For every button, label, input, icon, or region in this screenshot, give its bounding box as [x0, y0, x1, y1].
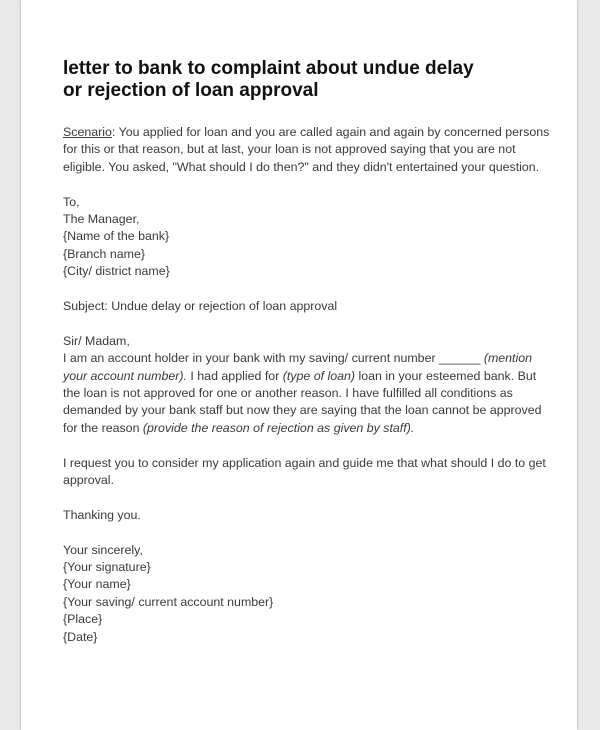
thanks-line: Thanking you.: [63, 507, 141, 522]
date-placeholder: {Date}: [63, 629, 98, 644]
letter-content: [63, 58, 553, 646]
body-paragraph-1: [63, 350, 553, 437]
name-placeholder: {Your name}: [63, 577, 131, 592]
salutation: Sir/ Madam,: [63, 333, 130, 348]
account-number-instruction: (mention your account number).: [63, 351, 533, 383]
document-title: [63, 58, 553, 102]
bank-name-placeholder: {Name of the bank}: [63, 229, 170, 244]
title-line-1: letter to bank to complaint about undue delay: [63, 58, 474, 79]
scenario-text: : You applied for loan and you are called again and again by concerned persons for this or that reason, but at last, your loan is not approved saying that you are not eligible. You asked, "What should I do then?" and they didn't entertained your question.: [63, 125, 550, 174]
scenario-paragraph: [63, 124, 553, 176]
body1-part-e: loan in your esteemed bank. But the loan is not approved for one or another reason. I have fulfilled all conditions as demanded by your bank staff but now they are saying that the loan cannot be approved for the reason: [63, 368, 542, 435]
signature-block: [63, 542, 553, 646]
body1-part-c: I had applied for: [186, 368, 283, 383]
title-line-2: or rejection of loan approval: [63, 80, 319, 101]
place-placeholder: {Place}: [63, 612, 103, 627]
scenario-label: Scenario: [63, 125, 112, 139]
branch-name-placeholder: {Branch name}: [63, 246, 145, 261]
to-line: To,: [63, 194, 80, 209]
city-placeholder: {City/ district name}: [63, 264, 170, 279]
body1-part-a: I am an account holder in your bank with my saving/ current number ______: [63, 351, 484, 366]
rejection-reason-instruction: (provide the reason of rejection as given by staff).: [142, 420, 415, 435]
body-paragraph-2: I request you to consider my application again and guide me that what should I do to get approval.: [63, 455, 546, 488]
subject-line: Subject: Undue delay or rejection of loan approval: [63, 299, 338, 314]
closing-line: Your sincerely,: [63, 542, 143, 557]
loan-type-instruction: (type of loan): [282, 368, 356, 383]
document-page: [21, 0, 577, 730]
signature-placeholder: {Your signature}: [63, 560, 151, 575]
manager-line: The Manager,: [63, 212, 140, 227]
recipient-address: [63, 194, 553, 281]
account-placeholder: {Your saving/ current account number}: [63, 594, 274, 609]
